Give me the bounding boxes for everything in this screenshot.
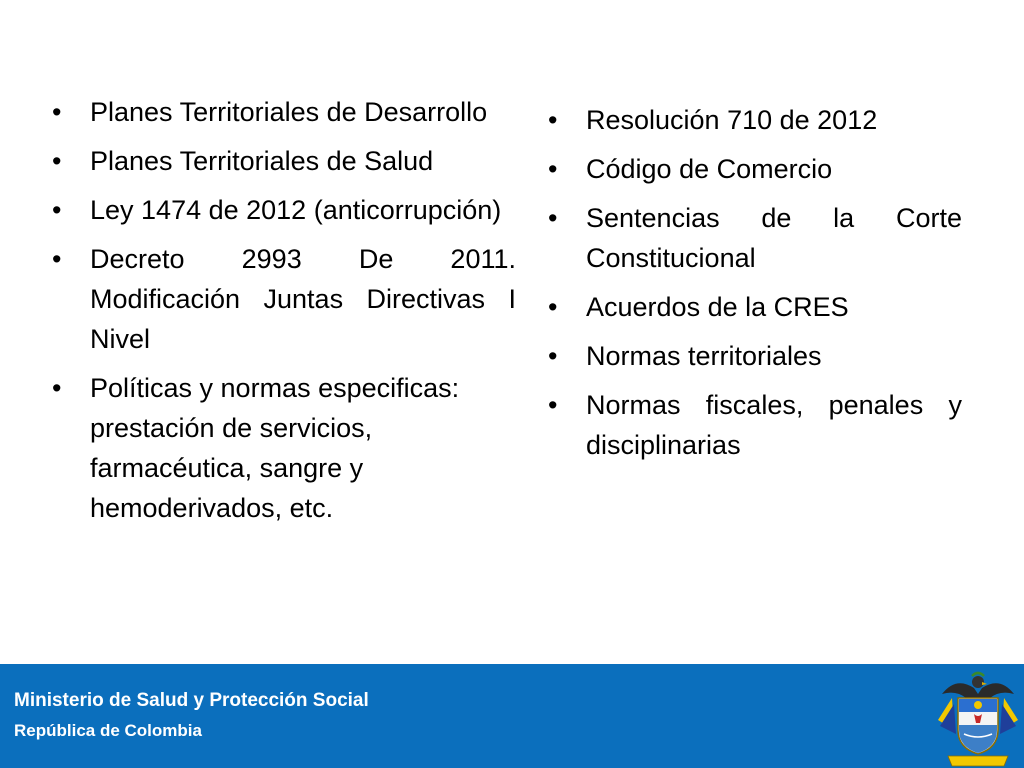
- left-column: [48, 92, 516, 537]
- bullet-icon: •: [52, 244, 62, 274]
- list-item: [544, 100, 962, 140]
- bullet-icon: •: [548, 154, 558, 184]
- list-item-text: Normas territoriales: [586, 341, 822, 371]
- list-item: [544, 198, 962, 278]
- list-item: [48, 141, 516, 181]
- list-item: [48, 239, 516, 359]
- bullet-icon: •: [52, 373, 62, 403]
- right-column: [544, 100, 962, 474]
- bullet-icon: •: [52, 97, 62, 127]
- list-item-text: Planes Territoriales de Salud: [90, 146, 434, 176]
- footer-bar: [0, 664, 1024, 768]
- bullet-icon: •: [52, 146, 62, 176]
- bullet-icon: •: [548, 292, 558, 322]
- country-name: República de Colombia: [14, 721, 202, 740]
- list-item: [48, 368, 516, 528]
- list-item: [48, 190, 516, 230]
- list-item-text: Código de Comercio: [586, 154, 833, 184]
- list-item: [544, 385, 962, 465]
- ministry-name: Ministerio de Salud y Protección Social: [14, 690, 369, 711]
- bullet-icon: •: [548, 341, 558, 371]
- bullet-icon: •: [548, 203, 558, 233]
- list-item: [544, 336, 962, 376]
- list-item-text: Decreto 2993 De 2011. Modificación Juntas Directivas I Nivel: [90, 244, 516, 354]
- list-item-text: Políticas y normas especificas: prestación de servicios, farmacéutica, sangre y hemoderivados, etc.: [90, 373, 460, 523]
- list-item: [544, 287, 962, 327]
- list-item: [48, 92, 516, 132]
- list-item-text: Normas fiscales, penales y disciplinarias: [586, 390, 962, 460]
- bullet-icon: •: [548, 390, 558, 420]
- list-item-text: Acuerdos de la CRES: [586, 292, 849, 322]
- list-item-text: Resolución 710 de 2012: [586, 105, 878, 135]
- list-item-text: Ley 1474 de 2012 (anticorrupción): [90, 195, 502, 225]
- list-item-text: Planes Territoriales de Desarrollo: [90, 97, 488, 127]
- right-bullet-list: [544, 100, 962, 465]
- coat-of-arms-icon: [934, 668, 1022, 768]
- list-item-text: Sentencias de la Corte Constitucional: [586, 203, 962, 273]
- list-item: [544, 149, 962, 189]
- bullet-icon: •: [548, 105, 558, 135]
- bullet-icon: •: [52, 195, 62, 225]
- left-bullet-list: [48, 92, 516, 528]
